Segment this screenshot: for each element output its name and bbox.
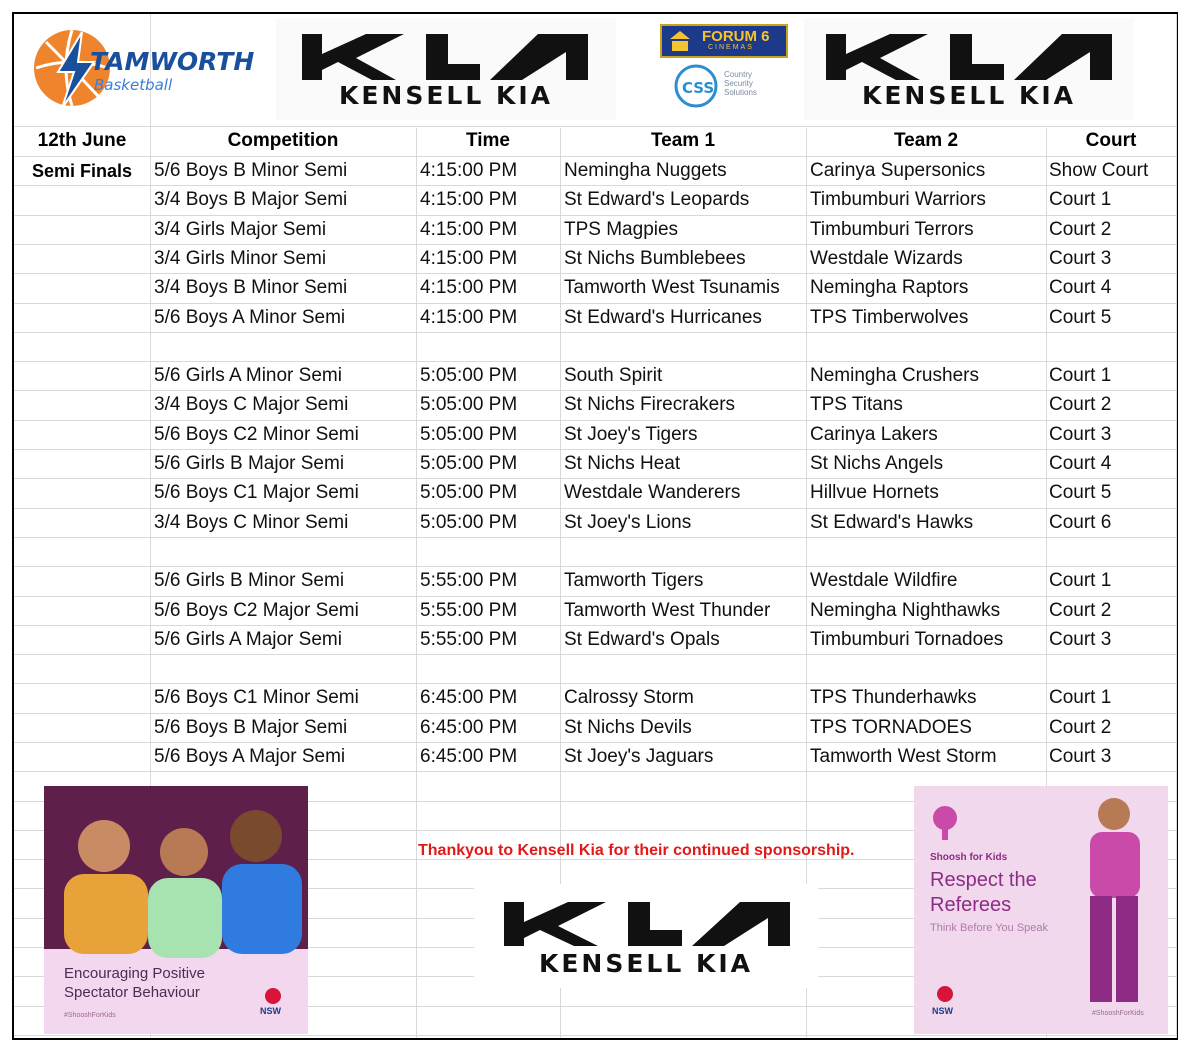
waratah-icon <box>265 988 281 1004</box>
competition-cell: 5/6 Boys C1 Minor Semi <box>154 687 359 708</box>
kia-mark-icon <box>504 902 790 946</box>
time-cell: 5:05:00 PM <box>420 453 518 474</box>
team2-cell: TPS Thunderhawks <box>810 687 977 708</box>
team2-header: Team 2 <box>893 130 959 151</box>
person-icon <box>78 820 130 872</box>
team2-cell: Carinya Supersonics <box>810 160 986 181</box>
grid-col-line <box>1176 14 1177 1038</box>
kia-mark-icon <box>302 34 588 80</box>
competition-cell: 5/6 Boys B Minor Semi <box>154 160 348 181</box>
round-label: Semi Finals <box>31 161 133 181</box>
css-logo-text: Country Security Solutions <box>724 70 757 97</box>
court-cell: Court 2 <box>1049 717 1112 738</box>
team1-cell: Tamworth West Tsunamis <box>564 277 780 298</box>
team1-cell: Tamworth West Thunder <box>564 600 771 621</box>
team2-cell: Timbumburi Warriors <box>810 189 986 210</box>
grid-row-line <box>14 303 1176 304</box>
poster-caption: Encouraging Positive Spectator Behaviour <box>64 965 205 1001</box>
team1-cell: St Joey's Lions <box>564 512 692 533</box>
grid-row-line <box>14 273 1176 274</box>
team1-cell: St Nichs Bumblebees <box>564 248 746 269</box>
grid-row-line <box>14 508 1176 509</box>
time-cell: 5:05:00 PM <box>420 394 518 415</box>
poster-subtitle: Shoosh for Kids <box>930 852 1008 863</box>
grid-row-line <box>14 625 1176 626</box>
time-cell: 5:55:00 PM <box>420 600 518 621</box>
competition-cell: 5/6 Girls A Minor Semi <box>154 365 342 386</box>
grid-row-line <box>14 478 1176 479</box>
team2-cell: Timbumburi Tornadoes <box>810 629 1004 650</box>
competition-cell: 5/6 Boys C1 Major Semi <box>154 482 359 503</box>
grid-row-line <box>14 156 1176 157</box>
kensell-kia-logo-2 <box>804 18 1134 120</box>
team1-cell: Nemingha Nuggets <box>564 160 727 181</box>
tamworth-basketball-logo <box>28 26 255 110</box>
grid-row-line <box>14 361 1176 362</box>
grid-row-line <box>14 185 1176 186</box>
grid-row-line <box>14 596 1176 597</box>
grid-row-line <box>14 449 1176 450</box>
kia-wordmark: KENSELL KIA <box>338 81 554 110</box>
team1-cell: Westdale Wanderers <box>564 482 741 503</box>
court-cell: Court 4 <box>1049 453 1112 474</box>
forum6-subtitle: CINEMAS <box>708 44 754 51</box>
court-cell: Court 3 <box>1049 629 1112 650</box>
team2-cell: TPS Titans <box>810 394 903 415</box>
team2-cell: Westdale Wizards <box>810 248 963 269</box>
time-cell: 5:05:00 PM <box>420 424 518 445</box>
time-cell: 4:15:00 PM <box>420 277 518 298</box>
team1-cell: St Joey's Jaguars <box>564 746 714 767</box>
forum6-cinemas-logo <box>660 24 788 58</box>
grid-row-line <box>14 1035 1176 1036</box>
grid-row-line <box>14 390 1176 391</box>
grid-row-line <box>14 654 1176 655</box>
team2-cell: TPS Timberwolves <box>810 307 969 328</box>
tamworth-title: TAMWORTH <box>90 47 255 76</box>
person-icon <box>230 810 282 862</box>
poster-hashtag: #ShooshForKids <box>64 1012 116 1019</box>
team1-cell: Calrossy Storm <box>564 687 694 708</box>
court-cell: Court 1 <box>1049 365 1112 386</box>
time-cell: 5:55:00 PM <box>420 570 518 591</box>
team2-cell: St Nichs Angels <box>810 453 944 474</box>
team2-cell: Hillvue Hornets <box>810 482 939 503</box>
time-cell: 4:15:00 PM <box>420 189 518 210</box>
competition-header: Competition <box>227 130 339 151</box>
court-header: Court <box>1085 130 1137 151</box>
poster-illustration <box>44 786 308 949</box>
court-cell: Court 2 <box>1049 219 1112 240</box>
grid-row-line <box>14 537 1176 538</box>
poster-headline: Respect the Referees <box>930 869 1037 916</box>
time-header: Time <box>465 130 510 151</box>
person-icon <box>1098 798 1130 830</box>
team2-cell: Nemingha Nighthawks <box>810 600 1001 621</box>
grid-row-line <box>14 742 1176 743</box>
competition-cell: 5/6 Girls B Minor Semi <box>154 570 345 591</box>
time-cell: 5:55:00 PM <box>420 629 518 650</box>
grid-col-line <box>416 128 417 1038</box>
court-cell: Court 1 <box>1049 687 1112 708</box>
team2-cell: Westdale Wildfire <box>810 570 958 591</box>
spectator-behaviour-poster <box>44 786 308 1034</box>
court-cell: Court 1 <box>1049 570 1112 591</box>
time-cell: 4:15:00 PM <box>420 248 518 269</box>
kensell-kia-logo-1 <box>276 18 616 120</box>
team1-cell: Tamworth Tigers <box>564 570 704 591</box>
team2-cell: Timbumburi Terrors <box>810 219 974 240</box>
competition-cell: 3/4 Boys B Minor Semi <box>154 277 348 298</box>
court-cell: Show Court <box>1049 160 1149 181</box>
competition-cell: 3/4 Boys B Major Semi <box>154 189 348 210</box>
svg-text:CSS: CSS <box>682 79 715 97</box>
grid-row-line <box>14 244 1176 245</box>
competition-cell: 3/4 Girls Major Semi <box>154 219 327 240</box>
court-cell: Court 6 <box>1049 512 1112 533</box>
kensell-kia-logo-3 <box>474 884 818 988</box>
court-cell: Court 3 <box>1049 746 1112 767</box>
court-cell: Court 2 <box>1049 600 1112 621</box>
court-cell: Court 1 <box>1049 189 1112 210</box>
competition-cell: 5/6 Boys C2 Major Semi <box>154 600 359 621</box>
grid-row-line <box>14 332 1176 333</box>
time-cell: 4:15:00 PM <box>420 219 518 240</box>
nsw-logo: NSW <box>932 1006 953 1016</box>
time-cell: 5:05:00 PM <box>420 482 518 503</box>
competition-cell: 5/6 Boys C2 Minor Semi <box>154 424 359 445</box>
team1-cell: St Nichs Firecrakers <box>564 394 736 415</box>
team1-cell: St Nichs Heat <box>564 453 681 474</box>
team2-cell: Tamworth West Storm <box>810 746 997 767</box>
grid-row-line <box>14 713 1176 714</box>
time-cell: 4:15:00 PM <box>420 160 518 181</box>
grid-row-line <box>14 566 1176 567</box>
grid-row-line <box>14 771 1176 772</box>
team2-cell: Carinya Lakers <box>810 424 938 445</box>
court-cell: Court 5 <box>1049 307 1112 328</box>
waratah-icon <box>937 986 953 1002</box>
court-cell: Court 4 <box>1049 277 1112 298</box>
court-cell: Court 5 <box>1049 482 1112 503</box>
competition-cell: 5/6 Boys A Minor Semi <box>154 307 346 328</box>
team1-header: Team 1 <box>650 130 716 151</box>
kia-mark-icon <box>826 34 1112 80</box>
grid-row-line <box>14 215 1176 216</box>
nsw-logo: NSW <box>260 1006 281 1016</box>
team1-cell: St Edward's Hurricanes <box>564 307 762 328</box>
poster-tagline: Think Before You Speak <box>930 922 1049 934</box>
team1-cell: St Edward's Leopards <box>564 189 750 210</box>
team1-cell: St Edward's Opals <box>564 629 720 650</box>
grid-row-line <box>14 420 1176 421</box>
competition-cell: 3/4 Boys C Major Semi <box>154 394 349 415</box>
court-cell: Court 2 <box>1049 394 1112 415</box>
court-cell: Court 3 <box>1049 248 1112 269</box>
time-cell: 4:15:00 PM <box>420 307 518 328</box>
basketball-subtitle: Basketball <box>94 76 173 94</box>
poster-hashtag: #ShooshForKids <box>1092 1010 1144 1017</box>
country-security-logo <box>672 64 782 112</box>
person-icon <box>160 828 208 876</box>
team1-cell: South Spirit <box>564 365 663 386</box>
building-icon <box>670 31 690 51</box>
team1-cell: St Nichs Devils <box>564 717 692 738</box>
competition-cell: 3/4 Girls Minor Semi <box>154 248 327 269</box>
shoosh-head-icon <box>933 806 957 830</box>
team2-cell: Nemingha Raptors <box>810 277 969 298</box>
time-cell: 6:45:00 PM <box>420 746 518 767</box>
time-cell: 6:45:00 PM <box>420 687 518 708</box>
time-cell: 5:05:00 PM <box>420 365 518 386</box>
team1-cell: St Joey's Tigers <box>564 424 698 445</box>
date-header: 12th June <box>37 130 127 151</box>
grid-row-line <box>14 126 1176 127</box>
competition-cell: 5/6 Girls B Major Semi <box>154 453 345 474</box>
kia-wordmark: KENSELL KIA <box>538 949 754 978</box>
respect-referees-poster <box>914 786 1168 1034</box>
time-cell: 5:05:00 PM <box>420 512 518 533</box>
competition-cell: 5/6 Boys B Major Semi <box>154 717 348 738</box>
court-cell: Court 3 <box>1049 424 1112 445</box>
team1-cell: TPS Magpies <box>564 219 679 240</box>
team2-cell: Nemingha Crushers <box>810 365 979 386</box>
team2-cell: TPS TORNADOES <box>810 717 972 738</box>
kia-wordmark: KENSELL KIA <box>861 81 1077 110</box>
competition-cell: 5/6 Boys A Major Semi <box>154 746 346 767</box>
competition-cell: 5/6 Girls A Major Semi <box>154 629 342 650</box>
sponsor-thanks-note: Thankyou to Kensell Kia for their continued sponsorship. <box>418 842 855 859</box>
forum6-title: FORUM 6 <box>702 28 770 45</box>
grid-row-line <box>14 683 1176 684</box>
competition-cell: 3/4 Boys C Minor Semi <box>154 512 349 533</box>
team2-cell: St Edward's Hawks <box>810 512 974 533</box>
time-cell: 6:45:00 PM <box>420 717 518 738</box>
